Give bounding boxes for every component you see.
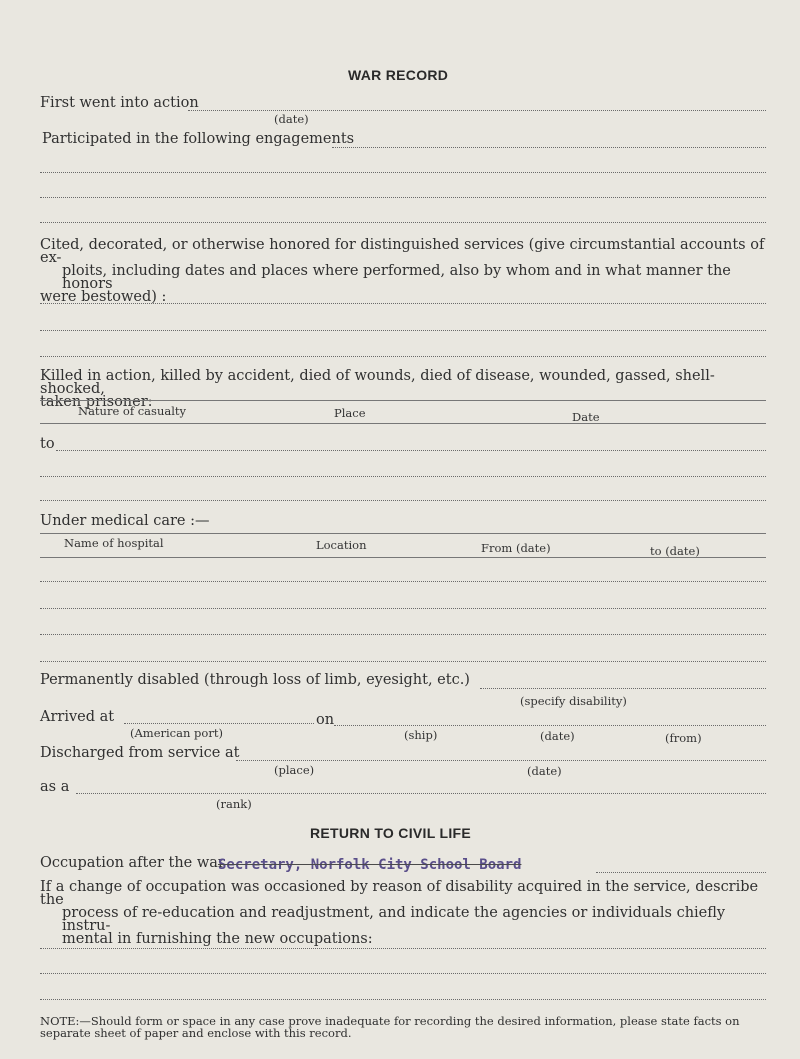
disabled-label: Permanently disabled (through loss of limb, eyesight, etc.) — [40, 672, 470, 688]
footer-note — [40, 1015, 780, 1039]
medical-line-a[interactable] — [40, 581, 766, 582]
honors-line-1: Cited, decorated, or otherwise honored for distinguished services (give circumstantial accounts of ex- — [40, 237, 765, 266]
change-line-b[interactable] — [40, 973, 766, 974]
discharged-place-sublabel: (place) — [274, 763, 315, 777]
section-title-civil-life: RETURN TO CIVIL LIFE — [310, 825, 472, 841]
arrived-ship-line[interactable] — [334, 725, 766, 726]
arrived-from-sublabel: (from) — [665, 731, 702, 745]
medical-header-hospital: Name of hospital — [64, 536, 164, 550]
casualty-header-top-rule — [40, 400, 766, 401]
medical-header-from: From (date) — [481, 541, 551, 555]
disabled-sublabel: (specify disability) — [520, 694, 627, 708]
medical-line-b[interactable] — [40, 608, 766, 609]
casualty-to-label: to — [40, 436, 55, 452]
first-action-line[interactable] — [188, 110, 766, 111]
medical-line-d[interactable] — [40, 661, 766, 662]
honors-line-2: ploits, including dates and places where performed, also by whom and in what manner the honors — [62, 263, 731, 292]
arrived-on-label: on — [316, 712, 335, 728]
occupation-value: Secretary, Norfolk City School Board — [218, 857, 522, 873]
note-line-2: separate sheet of paper and enclose with this record. — [40, 1026, 352, 1040]
change-line-a[interactable] — [40, 948, 766, 949]
note-line-1: NOTE:—Should form or space in any case prove inadequate for recording the desired information, please state facts on — [40, 1014, 740, 1028]
disabled-line[interactable] — [480, 688, 766, 689]
discharged-date-sublabel: (date) — [527, 764, 562, 778]
discharged-line[interactable] — [236, 760, 766, 761]
casualty-header-bottom-rule — [40, 423, 766, 424]
change-line-2: process of re-education and readjustment, and indicate the agencies or individuals chiefly instru- — [62, 905, 726, 934]
occupation-label: Occupation after the war — [40, 855, 225, 871]
rank-line[interactable] — [76, 793, 766, 794]
change-line-3: mental in furnishing the new occupations: — [62, 931, 373, 947]
arrived-port-line[interactable] — [124, 723, 314, 724]
medical-care-label: Under medical care :— — [40, 513, 210, 529]
casualty-line-a[interactable] — [56, 450, 766, 451]
honors-line-a[interactable] — [40, 303, 766, 304]
first-action-label: First went into action — [40, 95, 199, 111]
arrived-date-sublabel: (date) — [540, 729, 575, 743]
engagements-line-1[interactable] — [332, 147, 766, 148]
first-action-date-sublabel: (date) — [274, 112, 309, 126]
as-a-label: as a — [40, 779, 70, 795]
honors-paragraph — [40, 239, 775, 304]
change-paragraph — [40, 881, 775, 946]
occupation-line[interactable] — [596, 872, 766, 873]
engagements-line-4[interactable] — [40, 222, 766, 223]
medical-header-to: to (date) — [650, 544, 700, 558]
casualty-line-2: taken prisoner: — [40, 394, 153, 410]
engagements-line-2[interactable] — [40, 172, 766, 173]
casualty-line-c[interactable] — [40, 500, 766, 501]
arrived-ship-sublabel: (ship) — [404, 728, 438, 742]
medical-line-c[interactable] — [40, 634, 766, 635]
section-title-war-record: WAR RECORD — [348, 67, 449, 83]
casualty-line-1: Killed in action, killed by accident, died of wounds, died of disease, wounded, gassed, shell-shocked, — [40, 368, 715, 397]
engagements-line-3[interactable] — [40, 197, 766, 198]
medical-header-top-rule — [40, 533, 766, 534]
arrived-label: Arrived at — [40, 709, 115, 725]
change-line-c[interactable] — [40, 999, 766, 1000]
medical-header-bottom-rule — [40, 557, 766, 558]
change-line-1: If a change of occupation was occasioned by reason of disability acquired in the service, describe the — [40, 879, 759, 908]
casualty-header-place: Place — [334, 406, 366, 420]
honors-line-b[interactable] — [40, 330, 766, 331]
casualty-line-b[interactable] — [40, 476, 766, 477]
casualty-header-date: Date — [572, 410, 600, 424]
discharged-label: Discharged from service at — [40, 745, 240, 761]
honors-line-c[interactable] — [40, 356, 766, 357]
medical-header-location: Location — [316, 538, 367, 552]
casualty-header-nature: Nature of casualty — [78, 404, 186, 418]
engagements-label: Participated in the following engagements — [42, 131, 355, 147]
arrived-port-sublabel: (American port) — [130, 726, 223, 740]
rank-sublabel: (rank) — [216, 797, 252, 811]
honors-line-3: were bestowed) : — [40, 289, 167, 305]
